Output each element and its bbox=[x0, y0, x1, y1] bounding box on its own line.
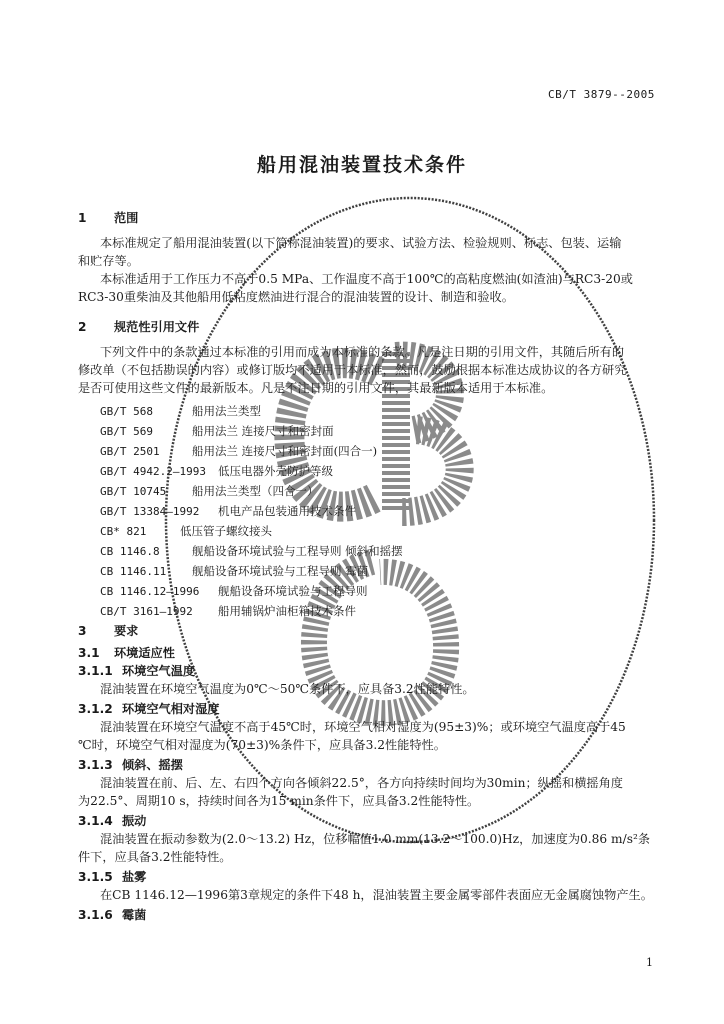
reference-title: 船用法兰 连接尺寸和密封面 bbox=[192, 424, 334, 438]
paragraph-line: 混油装置在振动参数为(2.0～13.2) Hz，位移幅值1.0 mm(13.2～100.0)Hz，加速度为0.86 m/s²条 bbox=[100, 832, 651, 846]
subsection-title: 倾斜、摇摆 bbox=[122, 758, 183, 772]
paragraph-line: ℃时，环境空气相对湿度为(70±3)%条件下，应具备3.2性能特性。 bbox=[78, 738, 446, 752]
subsection-title: 振动 bbox=[122, 814, 147, 828]
section-number: 3 bbox=[78, 624, 87, 638]
paragraph-line: 本标准适用于工作压力不高于0.5 MPa、工作温度不高于100℃的高粘度燃油(如渣油)与RC3-20或 bbox=[100, 272, 633, 286]
reference-code: CB 1146.8 bbox=[100, 545, 160, 558]
subsection-title: 盐雾 bbox=[122, 870, 147, 884]
reference-title: 舰船设备环境试验与工程导则 bbox=[218, 584, 368, 598]
paragraph-line: 是否可使用这些文件的最新版本。凡是不注日期的引用文件，其最新版本适用于本标准。 bbox=[78, 381, 554, 395]
reference-code: CB* 821 bbox=[100, 525, 147, 538]
subsection-title: 环境空气相对湿度 bbox=[122, 702, 220, 716]
paragraph-line: 件下，应具备3.2性能特性。 bbox=[78, 850, 232, 864]
reference-code: CB/T 3161—1992 bbox=[100, 605, 193, 618]
paragraph-line: 为22.5°、周期10 s，持续时间各为15 min条件下，应具备3.2性能特性。 bbox=[78, 794, 480, 808]
paragraph-line: 混油装置在前、后、左、右四个方向各倾斜22.5°，各方向持续时间均为30min；纵摇和横摇角度 bbox=[100, 776, 623, 790]
page-number: 1 bbox=[646, 956, 653, 969]
paragraph-line: 本标准规定了船用混油装置(以下简称混油装置)的要求、试验方法、检验规则、标志、包装、运输 bbox=[100, 236, 622, 250]
reference-code: CB 1146.12—1996 bbox=[100, 585, 200, 598]
subsection-number: 3.1 bbox=[78, 646, 100, 660]
reference-code: GB/T 4942.2—1993 bbox=[100, 465, 206, 478]
watermark-lower-glyph bbox=[314, 562, 446, 713]
reference-title: 船用辅锅炉油柜箱技术条件 bbox=[218, 604, 356, 618]
reference-title: 船用法兰 连接尺寸和密封面(四合一) bbox=[192, 444, 378, 458]
subsection-title: 环境空气温度 bbox=[122, 664, 196, 678]
reference-title: 船用法兰类型（四合一） bbox=[192, 484, 319, 498]
paragraph-line: 修改单（不包括勘误的内容）或修订版均不适用于本标准，然而，鼓励根据本标准达成协议的各方研究 bbox=[78, 363, 627, 377]
reference-title: 低压管子螺纹接头 bbox=[180, 524, 272, 538]
section-number: 2 bbox=[78, 320, 87, 334]
subsection-number: 3.1.1 bbox=[78, 664, 113, 678]
subsection-number: 3.1.2 bbox=[78, 702, 113, 716]
subsection-title: 霉菌 bbox=[122, 908, 147, 922]
page-title: 船用混油装置技术条件 bbox=[256, 154, 467, 176]
section-title: 要求 bbox=[114, 624, 139, 638]
section-number: 1 bbox=[78, 211, 87, 225]
reference-code: CB 1146.11 bbox=[100, 565, 167, 578]
watermark-letter-b bbox=[396, 352, 460, 512]
reference-title: 低压电器外壳防护等级 bbox=[218, 464, 333, 478]
reference-code: GB/T 10745 bbox=[100, 485, 167, 498]
subsection-number: 3.1.3 bbox=[78, 758, 113, 772]
section-title: 范围 bbox=[114, 211, 139, 225]
subsection-number: 3.1.6 bbox=[78, 908, 113, 922]
subsection-number: 3.1.4 bbox=[78, 814, 113, 828]
reference-code: GB/T 569 bbox=[100, 425, 153, 438]
reference-code: GB/T 568 bbox=[100, 405, 153, 418]
paragraph-line: 下列文件中的条款通过本标准的引用而成为本标准的条款。凡是注日期的引用文件，其随后所有的 bbox=[100, 345, 625, 359]
section-title: 规范性引用文件 bbox=[114, 320, 200, 334]
subsection-title: 环境适应性 bbox=[114, 646, 175, 660]
reference-code: GB/T 13384—1992 bbox=[100, 505, 200, 518]
subsection-number: 3.1.5 bbox=[78, 870, 113, 884]
reference-title: 舰船设备环境试验与工程导则 霉菌 bbox=[192, 564, 369, 578]
paragraph-line: 在CB 1146.12—1996第3章规定的条件下48 h，混油装置主要金属零部件表面应无金属腐蚀物产生。 bbox=[100, 888, 653, 902]
paragraph-line: RC3-30重柴油及其他船用低粘度燃油进行混合的混油装置的设计、制造和验收。 bbox=[78, 290, 514, 304]
standard-code: CB/T 3879--2005 bbox=[548, 88, 655, 101]
reference-title: 机电产品包装通用技术条件 bbox=[218, 504, 356, 518]
reference-title: 船用法兰类型 bbox=[192, 404, 261, 418]
watermark-letter-c bbox=[289, 363, 378, 506]
paragraph-line: 混油装置在环境空气温度不高于45℃时，环境空气相对湿度为(95±3)%；或环境空气温度高于45 bbox=[100, 720, 626, 734]
reference-title: 舰船设备环境试验与工程导则 倾斜和摇摆 bbox=[192, 544, 403, 558]
paragraph-line: 和贮存等。 bbox=[78, 254, 139, 268]
paragraph-line: 混油装置在环境空气温度为0℃～50℃条件下，应具备3.2性能特性。 bbox=[100, 682, 475, 696]
reference-code: GB/T 2501 bbox=[100, 445, 160, 458]
